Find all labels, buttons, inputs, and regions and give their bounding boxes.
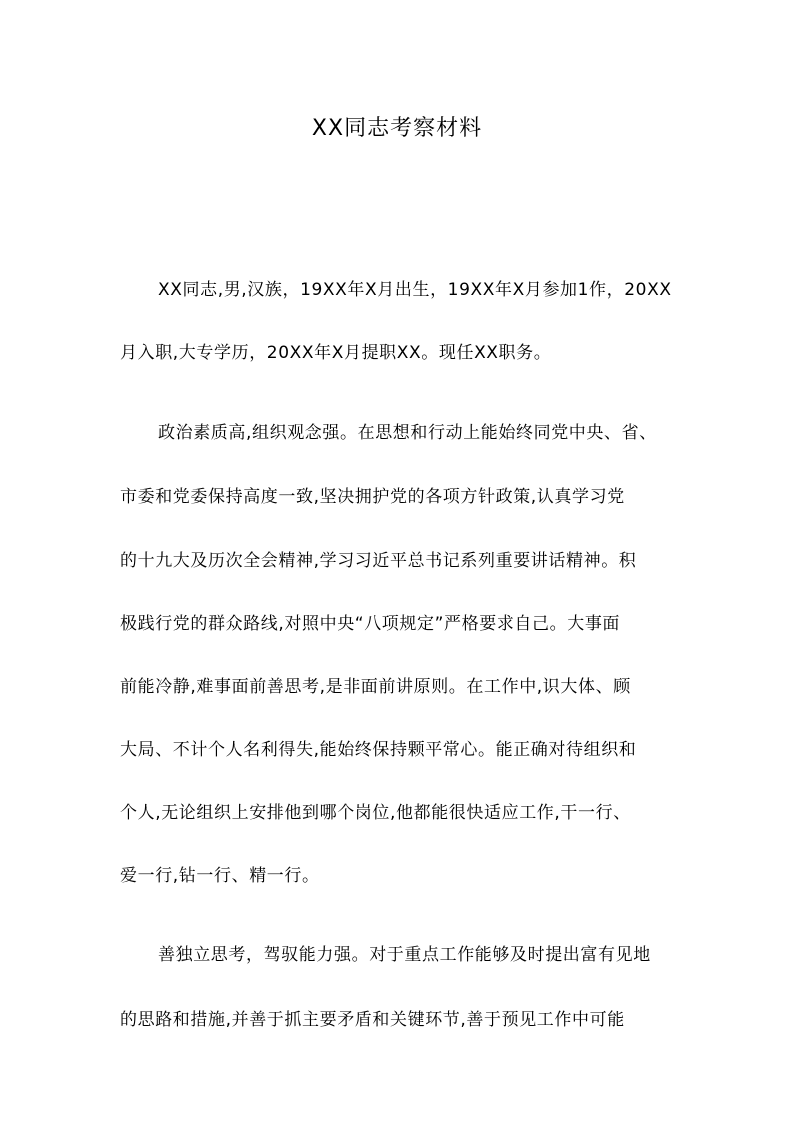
- paragraph-2-line-6: 大局、不计个人名利得失,能始终保持颗平常心。能正确对待组织和: [120, 740, 637, 760]
- paragraph-3-line-2: 的思路和措施,并善于抓主要矛盾和关键环节,善于预见工作中可能: [120, 1010, 625, 1030]
- paragraph-2-line-5: 前能冷静,难事面前善思考,是非面前讲原则。在工作中,识大体、顾: [120, 677, 631, 697]
- paragraph-2-line-1: 政治素质高,组织观念强。在思想和行动上能始终同党中央、省、: [158, 423, 657, 443]
- paragraph-1-line-2: 月入职,大专学历，20XX年X月提职XX。现任XX职务。: [120, 343, 552, 363]
- paragraph-2-line-4: 极践行党的群众路线,对照中央“八项规定”严格要求自己。大事面: [120, 614, 621, 634]
- document-title: XX同志考察材料: [311, 116, 483, 141]
- paragraph-2-line-8: 爱一行,钻一行、精一行。: [120, 866, 320, 886]
- paragraph-3-line-1: 善独立思考，驾驭能力强。对于重点工作能够及时提出富有见地: [158, 945, 651, 965]
- paragraph-1-line-1: XX同志,男,汉族，19XX年X月出生，19XX年X月参加1作，20XX: [158, 280, 672, 300]
- paragraph-2-line-3: 的十九大及历次全会精神,学习习近平总书记系列重要讲话精神。积: [120, 551, 637, 571]
- paragraph-2-line-7: 个人,无论组织上安排他到哪个岗位,他都能很快适应工作,干一行、: [120, 803, 631, 823]
- paragraph-2-line-2: 市委和党委保持高度一致,坚决拥护党的各项方针政策,认真学习党: [120, 487, 625, 507]
